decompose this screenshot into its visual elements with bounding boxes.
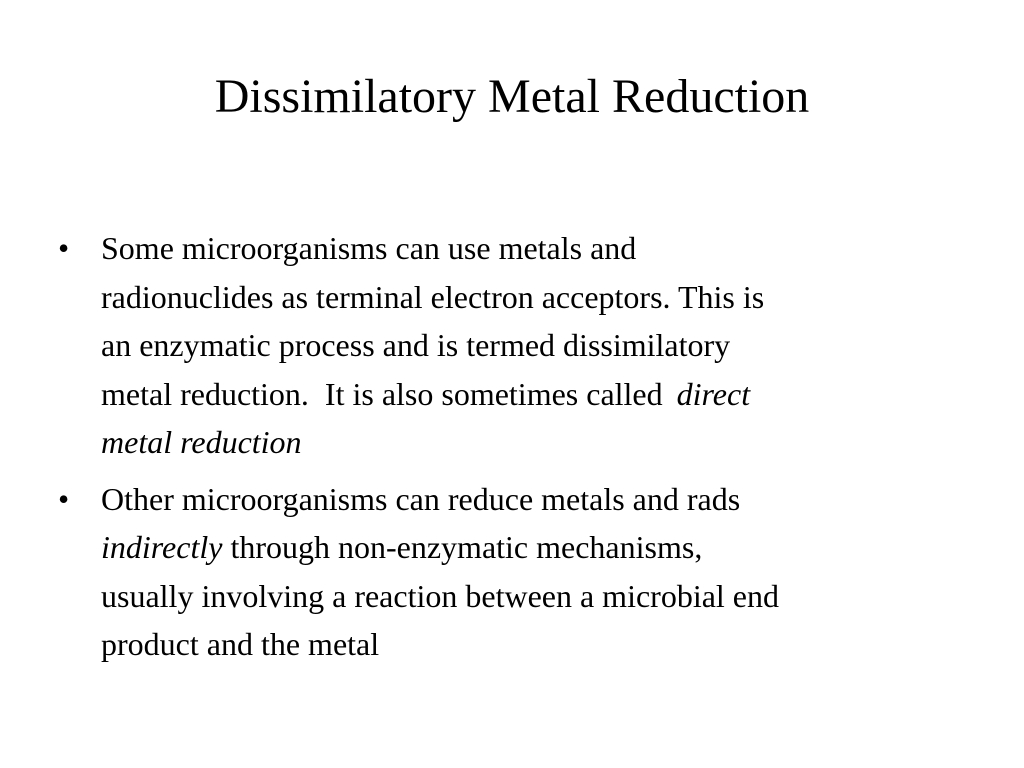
bullet-marker: • [58,480,70,517]
bullet-list [58,224,958,677]
bullet-item-direct-reduction [58,224,958,467]
bullet-text-line: an enzymatic process and is termed dissimilatory [101,327,731,363]
bullet-item-indirect-reduction [58,475,958,669]
bullet-text-span: metal reduction. It is also sometimes called [101,375,671,412]
bullet-text-line: radionuclides as terminal electron acceptors. This is [101,278,765,315]
bullet-text-line: Other microorganisms can reduce metals and rads [101,480,741,517]
bullet-text-line: product and the metal [101,626,380,662]
bullet-text-line [101,370,958,419]
bullet-text-line: usually involving a reaction between a microbial end [101,577,779,614]
italic-term: indirectly [101,529,223,565]
bullet-text-line: Some microorganisms can use metals and [101,230,637,266]
italic-term: metal reduction [101,424,302,460]
bullet-text-line [101,418,958,467]
bullet-marker: • [58,230,70,266]
slide-title: Dissimilatory Metal Reduction [214,70,810,123]
bullet-text-line [101,523,958,572]
italic-term: direct [676,375,751,412]
bullet-text-span: through non-enzymatic mechanisms, [222,529,703,565]
